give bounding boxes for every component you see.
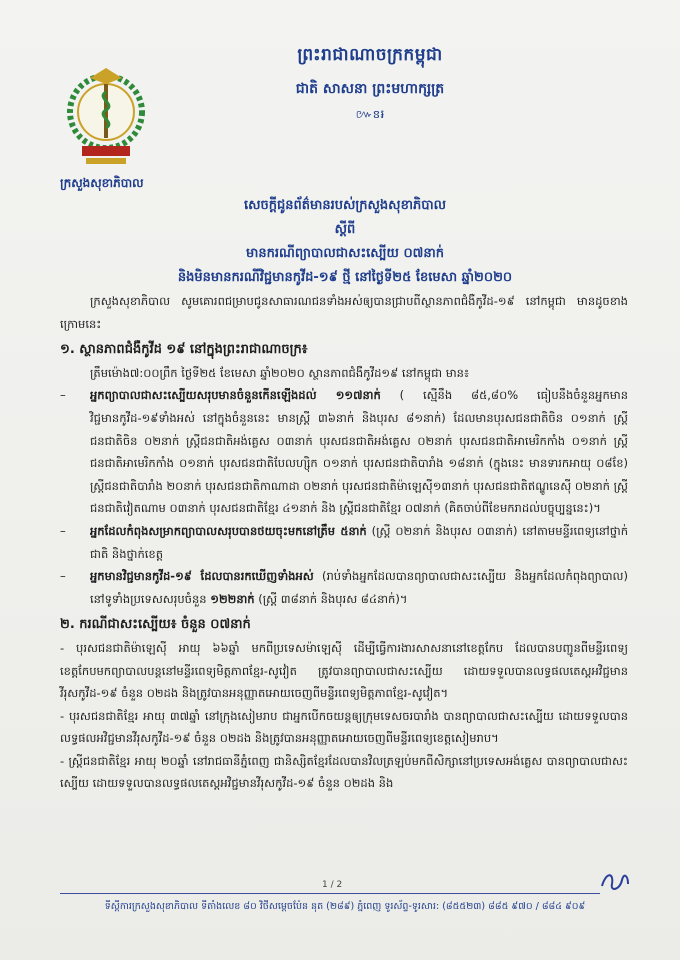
bullet-text [90, 384, 628, 520]
bullet-under-treatment [60, 520, 628, 565]
title-line-3: មានករណីព្យាបាលជាសះស្បើយ ០៧នាក់ [246, 246, 444, 261]
recovery-case-3: - ស្ត្រីជនជាតិខ្មែរ អាយុ ២០ឆ្នាំ នៅរាជធានីភ្នំពេញ ជានិស្សិតខ្មែរដែលបានវិលត្រឡប់មកពីសិក្សានៅប្រទេសអង់គ្លេស បានព្យាបាលជាសះស្បើយ ដោយទទួលបានលទ្ធផលតេស្តអវិជ្ជមានវីរុសកូវីដ-១៩ ចំនួន ០២ដង និង [60, 753, 628, 791]
national-motto: ជាតិ សាសនា ព្រះមហាក្សត្រ [295, 81, 445, 97]
title-line-2: ស្តីពី [334, 222, 356, 237]
intro-paragraph: ក្រសួងសុខាភិបាល សូមគោរពជម្រាបជូនសាធារណជនទាំងអស់ឲ្យបានជ្រាបពីស្ថានភាពជំងឺកូវីដ-១៩ នៅកម្ពុជា មានដូចខាងក្រោមនេះ [60, 294, 628, 331]
kingdom-title: ព្រះរាជាណាចក្រកម្ពុជា [297, 45, 443, 65]
page-number: 1 / 2 [322, 880, 343, 890]
ministry-name: ក្រសួងសុខាភិបាល [60, 176, 144, 190]
section-2-heading: ២. ករណីជាសះស្បើយ៖ ចំនួន ០៧នាក់ [60, 617, 251, 633]
bullet-text [90, 520, 628, 565]
bullet-rest: (ស្ត្រី ០២នាក់ និងបុរស ០៣នាក់) នៅតាមមន្ទីរពេទ្យនៅថ្នាក់ជាតិ និងថ្នាក់ខេត្ត [90, 523, 628, 561]
ornament: ៚ៜ៛ [355, 107, 385, 121]
title-line-1: សេចក្តីជូនព័ត៌មានរបស់ក្រសួងសុខាភិបាល [244, 198, 446, 213]
bullet-dash: – [60, 523, 66, 538]
document-title [60, 194, 630, 290]
recovery-case-1: - បុរសជនជាតិម៉ាឡេស៊ី អាយុ ៦៦ឆ្នាំ មកពីប្រទេសម៉ាឡេស៊ី ដើម្បីធ្វើការងារសាសនានៅខេត្តកែប ដែលបានបញ្ជូនពីមន្ទីរពេទ្យខេត្តកែបមកព្យាបាលបន្តនៅមន្ទីរពេទ្យមិត្តភាពខ្មែរ-សូវៀត ត្រូវបានព្យាបាលជាសះស្បើយ ដោយទទួលបានលទ្ធផលតេស្តអវិជ្ជមានវីរុសកូវីដ-១៩ ចំនួន ០២ដង និងត្រូវបានអនុញ្ញាតអោយចេញពីមន្ទីរពេទ្យមិត្តភាពខ្មែរ-សូវៀត។ [60, 640, 628, 701]
bullet-bold: អ្នកព្យាបាលជាសះស្បើយសរុបមានចំនួនកើនឡើងដល់ ១១៧នាក់ [90, 388, 381, 403]
bullet-text [90, 565, 628, 610]
bullet-rest: (រាប់ទាំងអ្នកដែលបានព្យាបាលជាសះស្បើយ និងអ្នកដែលកំពុងព្យាបាល) នៅទូទាំងប្រទេសសរុបចំនួន [90, 569, 628, 606]
bullet-end: (ស្ត្រី ៣៨នាក់ និងបុរស ៨៤នាក់)។ [254, 591, 408, 606]
bullet-recovered [60, 384, 628, 520]
bullet-rest: ( ស្មើនឹង ៨៥,៨០% ធៀបនឹងចំនួនអ្នកមានវិជ្ជមានកូវីដ-១៩ទាំងអស់ នៅក្នុងចំនួននេះ មានស្ត្រី ៣៦នាក់ និងបុរស ៨១នាក់) ដែលមានបុរសជនជាតិចិន ០១នាក់ ស្ត្រីជនជាតិចិន ០២នាក់ ស្ត្រីជនជាតិអង់គ្លេស ០៣នាក់ បុរសជនជាតិអង់គ្លេស ០២នាក់ បុរសជនជាតិអាមេរិកកាំង ០១នាក់ ស្ត្រីជនជាតិអាមេរិកកាំង ០១នាក់ បុរសជនជាតិបែលហ្ស៊ិក ០១នាក់ បុរសជនជាតិបារាំង ១៨នាក់ (ក្នុងនេះ មានទារកអាយុ ០៨ខែ) ស្ត្រីជនជាតិបារាំង ២០នាក់ បុរសជនជាតិកាណាដា ០២នាក់ បុរសជនជាតិម៉ាឡេស៊ី១៣នាក់ បុរសជនជាតិឥណ្ឌូនេស៊ី ០២នាក់ ស្ត្រីជនជាតិវៀតណាម ០៣នាក់ បុរសជនជាតិខ្មែរ ៤១នាក់ និង ស្ត្រីជនជាតិខ្មែរ ០៧នាក់ (គិតចាប់ពីខែមករាដល់បច្ចុប្បន្ននេះ)។ [90, 388, 628, 516]
document-body [60, 290, 628, 795]
bullet-dash: – [60, 569, 66, 584]
recovery-case-2: - បុរសជនជាតិខ្មែរ អាយុ ៣៧ឆ្នាំ នៅក្រុងសៀមរាប ជាអ្នកបើកចយន្តឲ្យក្រុមទេសចរបារាំង បានព្យាបាលជាសះស្បើយ ដោយទទួលបានលទ្ធផលអវិជ្ជមានវីរុសកូវីដ-១៩ ចំនួន ០២ដង និងត្រូវបានអនុញ្ញាតអោយចេញពីមន្ទីរពេទ្យខេត្តសៀមរាប។ [60, 708, 628, 746]
section-1-heading: ១. ស្ថានភាពជំងឺកូវីដ ១៩ នៅក្នុងព្រះរាជាណាចក្រ៖ [60, 342, 308, 358]
bullet-bold: អ្នកមានវិជ្ជមានកូវីដ-១៩ ដែលបានរកឃើញទាំងអស់ [90, 569, 314, 584]
bullet-dash: – [60, 388, 66, 403]
bullet-bold-count: ១២២នាក់ [210, 591, 255, 606]
kingdom-header [200, 44, 540, 124]
section-1-lead: ត្រឹមម៉ោង៧:០០ព្រឹក ថ្ងៃទី២៥ ខែមេសា ឆ្នាំ២០២០ ស្ថានភាពជំងឺកូវីដ១៩ នៅកម្ពុជា មាន៖ [90, 365, 470, 380]
footer-address: ទីស្តីការក្រសួងសុខាភិបាល ទីតាំងលេខ ៨០ វិថីសម្តេចប៉ែន នុត (២៨៩) ភ្នំពេញ ទូរស័ព្ទ-ទូរសារ: (៨៥៥២៣) ៨៨៥ ៩៧០ / ៨៨៤ ៩០៩ [104, 901, 586, 912]
bullet-total-cases [60, 565, 628, 610]
footer-divider [60, 893, 600, 894]
bullet-bold: អ្នកដែលកំពុងសម្រាកព្យាបាលសរុបបានថយចុះមកនៅត្រឹម ៥នាក់ [90, 523, 367, 538]
initials-signature [598, 866, 632, 896]
ministry-of-health-emblem [60, 62, 152, 174]
title-line-4: និងមិនមានករណីវិជ្ជមានកូវីដ-១៩ ថ្មី នៅថ្ងៃទី២៥ ខែមេសា ឆ្នាំ២០២០ [177, 270, 513, 285]
